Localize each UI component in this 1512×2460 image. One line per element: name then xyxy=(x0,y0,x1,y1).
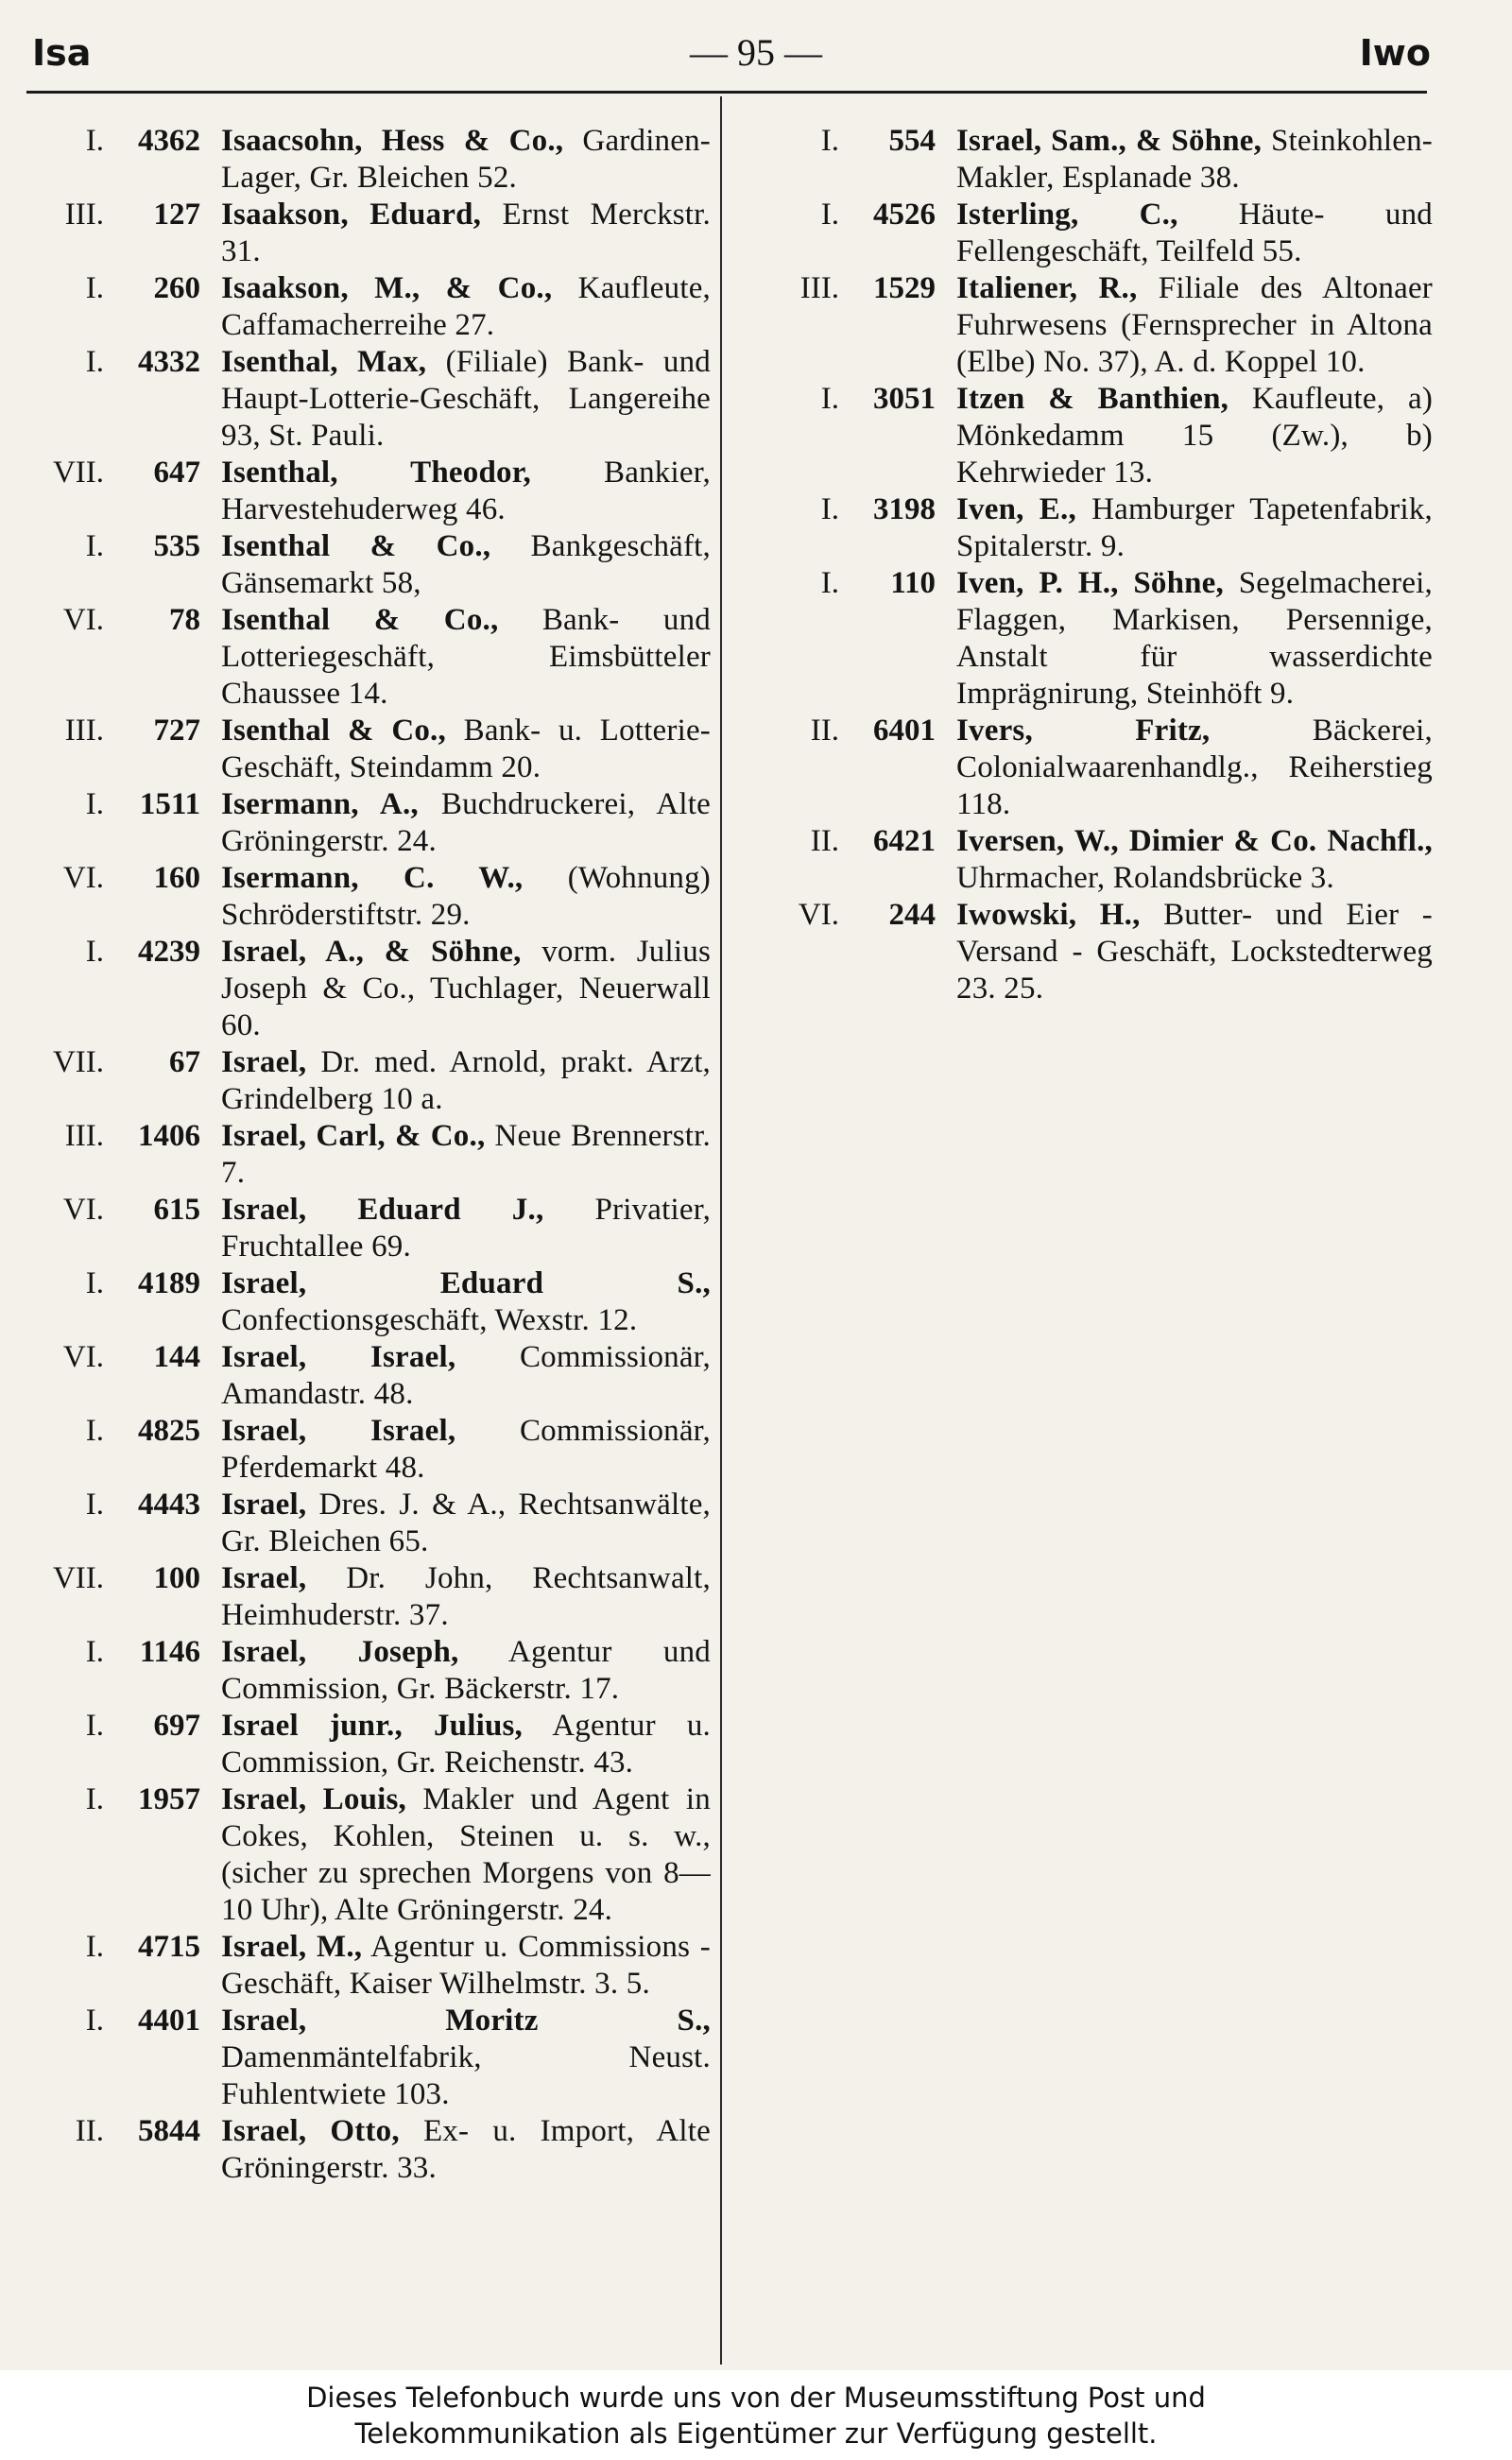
phone-number-block xyxy=(19,1708,200,1745)
subscriber-details: Steinkohlen-Makler, Esplanade 38. xyxy=(956,124,1433,195)
subscriber-details: Bank- u. Lotterie-Geschäft, Steindamm 20. xyxy=(221,714,711,784)
phone-number-block xyxy=(19,1487,200,1523)
phone-number-block xyxy=(19,455,200,491)
exchange-office: I. xyxy=(85,1709,104,1743)
directory-entry xyxy=(756,823,1433,897)
directory-entry xyxy=(19,1929,711,2003)
entry-text xyxy=(956,823,1433,897)
subscriber-name: Isermann, C. W., xyxy=(221,861,524,895)
entry-text xyxy=(221,786,711,860)
entry-text xyxy=(956,381,1433,491)
subscriber-name: Israel, Sam., & Söhne, xyxy=(956,124,1263,158)
phone-number: 4239 xyxy=(138,935,200,969)
entry-text xyxy=(221,1413,711,1487)
directory-entry xyxy=(19,123,711,197)
header-rule xyxy=(26,91,1427,94)
phone-number: 615 xyxy=(153,1193,200,1227)
phone-number-block xyxy=(19,1118,200,1155)
phone-number-block xyxy=(19,1339,200,1376)
phone-number: 4362 xyxy=(138,124,200,158)
phone-number: 697 xyxy=(153,1709,200,1743)
header-range-end: Iwo xyxy=(1359,32,1431,74)
phone-number-block xyxy=(19,2003,200,2039)
subscriber-name: Israel, Joseph, xyxy=(221,1635,459,1669)
directory-entry xyxy=(19,2003,711,2113)
subscriber-details: Kaufleute, a) Mönkedamm 15 (Zw.), b) Kehrwieder 13. xyxy=(956,382,1434,490)
right-column xyxy=(756,123,1433,1007)
exchange-office: II. xyxy=(810,714,839,748)
entry-text xyxy=(221,528,711,602)
phone-number-block xyxy=(19,197,200,233)
directory-entry xyxy=(19,1634,711,1708)
entry-text xyxy=(221,270,711,344)
exchange-office: VI. xyxy=(62,1340,104,1374)
exchange-office: II. xyxy=(75,2114,104,2148)
subscriber-details: Ernst Merckstr. 31. xyxy=(221,198,711,268)
exchange-office: VI. xyxy=(62,603,104,637)
subscriber-name: Israel junr., Julius, xyxy=(221,1709,524,1743)
phone-number: 6421 xyxy=(873,824,936,858)
directory-entry xyxy=(19,528,711,602)
exchange-office: III. xyxy=(64,198,104,232)
exchange-office: I. xyxy=(85,1488,104,1522)
subscriber-name: Italiener, R., xyxy=(956,271,1138,305)
phone-number-block xyxy=(756,197,936,233)
subscriber-details: vorm. Julius Joseph & Co., Tuchlager, Neuerwall 60. xyxy=(221,935,711,1042)
subscriber-name: Iven, P. H., Söhne, xyxy=(956,566,1224,600)
exchange-office: I. xyxy=(85,935,104,969)
subscriber-name: Iversen, W., Dimier & Co. Nachfl., xyxy=(956,824,1433,858)
entry-text xyxy=(221,1634,711,1708)
subscriber-name: Israel, Eduard J., xyxy=(221,1193,544,1227)
subscriber-name: Ivers, Fritz, xyxy=(956,714,1211,748)
subscriber-name: Isenthal & Co., xyxy=(221,714,446,748)
phone-number: 4401 xyxy=(138,2004,200,2038)
entry-text xyxy=(221,1265,711,1339)
phone-number: 1406 xyxy=(138,1119,200,1153)
exchange-office: III. xyxy=(799,271,839,305)
phone-number-block xyxy=(19,344,200,381)
subscriber-name: Isaakson, M., & Co., xyxy=(221,271,553,305)
phone-number: 144 xyxy=(153,1340,200,1374)
phone-number: 4526 xyxy=(873,198,936,232)
phone-number-block xyxy=(19,934,200,971)
phone-number: 100 xyxy=(153,1561,200,1595)
subscriber-name: Israel, Carl, & Co., xyxy=(221,1119,486,1153)
subscriber-name: Israel, Otto, xyxy=(221,2114,400,2148)
phone-number: 3198 xyxy=(873,492,936,526)
subscriber-details: Neue Brennerstr. 7. xyxy=(221,1119,711,1190)
phone-number: 67 xyxy=(169,1045,200,1079)
phone-number: 1511 xyxy=(139,787,200,821)
entry-text xyxy=(956,713,1433,823)
phone-number-block xyxy=(756,381,936,418)
subscriber-name: Israel, Eduard S., xyxy=(221,1266,711,1300)
exchange-office: I. xyxy=(85,1414,104,1448)
entry-text xyxy=(221,860,711,934)
directory-entry xyxy=(19,1339,711,1413)
subscriber-name: Iven, E., xyxy=(956,492,1076,526)
phone-number-block xyxy=(19,1781,200,1818)
directory-entry xyxy=(19,1265,711,1339)
subscriber-details: Commissionär, Pferdemarkt 48. xyxy=(221,1414,712,1485)
phone-number-block xyxy=(19,270,200,307)
directory-entry xyxy=(756,713,1433,823)
phone-number-block xyxy=(19,1929,200,1966)
phone-number-block xyxy=(19,1044,200,1081)
entry-text xyxy=(221,2003,711,2113)
entry-text xyxy=(221,1118,711,1192)
exchange-office: I. xyxy=(85,1266,104,1300)
footer-line-1: Dieses Telefonbuch wurde uns von der Museumsstiftung Post und xyxy=(306,2382,1206,2414)
directory-entry xyxy=(756,565,1433,713)
subscriber-details: Ex- u. Import, Alte Gröningerstr. 33. xyxy=(221,2114,711,2185)
exchange-office: VII. xyxy=(52,1045,104,1079)
entry-text xyxy=(221,455,711,528)
subscriber-details: (Wohnung) Schröderstiftstr. 29. xyxy=(221,861,711,932)
entry-text xyxy=(221,1560,711,1634)
phone-number: 4825 xyxy=(138,1414,200,1448)
subscriber-details: Dr. med. Arnold, prakt. Arzt, Grindelberg 10 a. xyxy=(221,1045,712,1116)
subscriber-details: Bäckerei, Colonialwaarenhandlg., Reiherstieg 118. xyxy=(956,714,1433,821)
phone-number: 5844 xyxy=(138,2114,200,2148)
exchange-office: I. xyxy=(820,124,839,158)
phone-number-block xyxy=(19,713,200,749)
subscriber-name: Israel, xyxy=(221,1488,307,1522)
entry-text xyxy=(221,197,711,270)
directory-entry xyxy=(19,602,711,713)
directory-entry xyxy=(19,455,711,528)
phone-number: 727 xyxy=(153,714,200,748)
phone-number: 1529 xyxy=(873,271,936,305)
entry-text xyxy=(221,2113,711,2187)
subscriber-name: Isenthal & Co., xyxy=(221,529,491,563)
exchange-office: VI. xyxy=(62,1193,104,1227)
page-number: — 95 — xyxy=(690,31,822,74)
phone-number: 127 xyxy=(153,198,200,232)
subscriber-name: Israel, M., xyxy=(221,1930,363,1964)
phone-number: 1957 xyxy=(138,1782,200,1816)
directory-entry xyxy=(19,934,711,1044)
exchange-office: I. xyxy=(85,124,104,158)
subscriber-name: Israel, Israel, xyxy=(221,1340,456,1374)
phone-number: 535 xyxy=(153,529,200,563)
phone-number: 78 xyxy=(169,603,200,637)
subscriber-details: Buchdruckerei, Alte Gröningerstr. 24. xyxy=(221,787,711,858)
entry-text xyxy=(221,713,711,786)
directory-entry xyxy=(19,197,711,270)
directory-entry xyxy=(756,123,1433,197)
entry-text xyxy=(956,197,1433,270)
subscriber-name: Israel, xyxy=(221,1045,307,1079)
subscriber-name: Itzen & Banthien, xyxy=(956,382,1229,416)
exchange-office: III. xyxy=(64,714,104,748)
exchange-office: VI. xyxy=(62,861,104,895)
footer-notice xyxy=(0,2370,1512,2460)
footer-line-2: Telekommunikation als Eigentümer zur Verfügung gestellt. xyxy=(354,2417,1158,2450)
subscriber-name: Isenthal, Max, xyxy=(221,345,427,379)
subscriber-details: Commissionär, Amandastr. 48. xyxy=(221,1340,712,1411)
phone-number-block xyxy=(19,123,200,160)
entry-text xyxy=(956,270,1433,381)
directory-entry xyxy=(19,2113,711,2187)
phone-number-block xyxy=(19,2113,200,2150)
directory-entry xyxy=(19,786,711,860)
entry-text xyxy=(221,1044,711,1118)
directory-entry xyxy=(19,1192,711,1265)
subscriber-name: Isenthal, Theodor, xyxy=(221,456,531,490)
phone-number-block xyxy=(756,565,936,602)
directory-entry xyxy=(756,491,1433,565)
exchange-office: I. xyxy=(85,1930,104,1964)
entry-text xyxy=(221,344,711,455)
subscriber-name: Isaacsohn, Hess & Co., xyxy=(221,124,564,158)
column-divider xyxy=(720,96,722,2365)
exchange-office: I. xyxy=(85,2004,104,2038)
subscriber-details: Bankgeschäft, Gänsemarkt 58, xyxy=(221,529,711,600)
subscriber-name: Israel, A., & Söhne, xyxy=(221,935,522,969)
phone-number: 4443 xyxy=(138,1488,200,1522)
subscriber-name: Isermann, A., xyxy=(221,787,419,821)
entry-text xyxy=(221,602,711,713)
phone-number-block xyxy=(19,1634,200,1671)
subscriber-name: Isterling, C., xyxy=(956,198,1178,232)
phone-number: 244 xyxy=(888,898,936,932)
subscriber-details: Dr. John, Rechtsanwalt, Heimhuderstr. 37. xyxy=(221,1561,711,1632)
phone-number-block xyxy=(756,491,936,528)
exchange-office: I. xyxy=(85,345,104,379)
directory-entry xyxy=(19,713,711,786)
subscriber-details: Gardinen-Lager, Gr. Bleichen 52. xyxy=(221,124,711,195)
subscriber-details: Confectionsgeschäft, Wexstr. 12. xyxy=(221,1303,638,1337)
subscriber-details: Agentur u. Commissions - Geschäft, Kaiser Wilhelmstr. 3. 5. xyxy=(221,1930,711,2001)
subscriber-details: Häute- und Fellengeschäft, Teilfeld 55. xyxy=(956,198,1433,268)
phone-number: 4189 xyxy=(138,1266,200,1300)
phone-number: 4332 xyxy=(138,345,200,379)
exchange-office: I. xyxy=(85,787,104,821)
exchange-office: I. xyxy=(820,492,839,526)
directory-entry xyxy=(756,270,1433,381)
directory-entry xyxy=(19,344,711,455)
subscriber-details: Bank- und Lotteriegeschäft, Eimsbütteler Chaussee 14. xyxy=(221,603,711,711)
directory-entry xyxy=(19,1487,711,1560)
subscriber-details: Agentur u. Commission, Gr. Reichenstr. 43. xyxy=(221,1709,712,1780)
directory-entry xyxy=(756,197,1433,270)
phone-number-block xyxy=(756,897,936,934)
phone-number: 647 xyxy=(153,456,200,490)
subscriber-details: Hamburger Tapetenfabrik, Spitalerstr. 9. xyxy=(956,492,1433,563)
subscriber-details: Butter- und Eier - Versand - Geschäft, Lockstedterweg 23. 25. xyxy=(956,898,1433,1006)
entry-text xyxy=(956,565,1433,713)
phone-number: 4715 xyxy=(138,1930,200,1964)
entry-text xyxy=(221,123,711,197)
subscriber-details: Filiale des Altonaer Fuhrwesens (Fernsprecher in Altona (Elbe) No. 37), A. d. Koppel 10. xyxy=(956,271,1433,379)
phone-number-block xyxy=(19,1265,200,1302)
phone-number: 1146 xyxy=(139,1635,200,1669)
subscriber-details: Bankier, Harvestehuderweg 46. xyxy=(221,456,712,526)
subscriber-details: (Filiale) Bank- und Haupt-Lotterie-Geschäft, Langereihe 93, St. Pauli. xyxy=(221,345,712,453)
directory-entry xyxy=(19,1708,711,1781)
directory-entry xyxy=(756,381,1433,491)
page-header xyxy=(0,26,1512,83)
exchange-office: I. xyxy=(85,529,104,563)
phone-number: 6401 xyxy=(873,714,936,748)
phone-number: 160 xyxy=(153,861,200,895)
phone-number: 260 xyxy=(153,271,200,305)
directory-entry xyxy=(19,1781,711,1929)
phone-number-block xyxy=(19,786,200,823)
directory-entry xyxy=(19,270,711,344)
subscriber-details: Damenmäntelfabrik, Neust. Fuhlentwiete 103. xyxy=(221,2040,711,2111)
subscriber-details: Kaufleute, Caffamacherreihe 27. xyxy=(221,271,712,342)
entry-text xyxy=(956,897,1433,1007)
entry-text xyxy=(221,1487,711,1560)
entry-text xyxy=(221,1929,711,2003)
subscriber-details: Agentur und Commission, Gr. Bäckerstr. 17. xyxy=(221,1635,711,1706)
phone-number-block xyxy=(19,1560,200,1597)
exchange-office: I. xyxy=(85,1782,104,1816)
exchange-office: I. xyxy=(820,566,839,600)
phone-number-block xyxy=(19,528,200,565)
exchange-office: VII. xyxy=(52,456,104,490)
subscriber-name: Iwowski, H., xyxy=(956,898,1141,932)
phone-number-block xyxy=(19,1192,200,1229)
subscriber-details: Dres. J. & A., Rechtsanwälte, Gr. Bleichen 65. xyxy=(221,1488,711,1558)
phone-number-block xyxy=(756,270,936,307)
phone-number: 554 xyxy=(888,124,936,158)
exchange-office: I. xyxy=(85,1635,104,1669)
entry-text xyxy=(221,1192,711,1265)
header-range-start: Isa xyxy=(32,32,92,74)
directory-entry xyxy=(19,1044,711,1118)
directory-entry xyxy=(756,897,1433,1007)
exchange-office: I. xyxy=(85,271,104,305)
subscriber-name: Isenthal & Co., xyxy=(221,603,499,637)
exchange-office: I. xyxy=(820,198,839,232)
subscriber-details: Privatier, Fruchtallee 69. xyxy=(221,1193,712,1264)
phone-number-block xyxy=(756,823,936,860)
exchange-office: VI. xyxy=(798,898,839,932)
exchange-office: VII. xyxy=(52,1561,104,1595)
phone-number-block xyxy=(19,860,200,897)
phone-number-block xyxy=(756,123,936,160)
subscriber-name: Israel, Moritz S., xyxy=(221,2004,711,2038)
directory-entry xyxy=(19,1118,711,1192)
subscriber-name: Israel, Israel, xyxy=(221,1414,456,1448)
entry-text xyxy=(956,123,1433,197)
phone-number-block xyxy=(19,602,200,639)
phone-number: 3051 xyxy=(873,382,936,416)
entry-text xyxy=(221,934,711,1044)
subscriber-details: Segelmacherei, Flaggen, Markisen, Persennige, Anstalt für wasserdichte Imprägnirung, Steinhöft 9. xyxy=(956,566,1433,711)
exchange-office: II. xyxy=(810,824,839,858)
subscriber-name: Israel, Louis, xyxy=(221,1782,406,1816)
phone-number: 110 xyxy=(890,566,936,600)
subscriber-name: Israel, xyxy=(221,1561,307,1595)
entry-text xyxy=(956,491,1433,565)
directory-entry xyxy=(19,860,711,934)
directory-entry xyxy=(19,1413,711,1487)
subscriber-name: Isaakson, Eduard, xyxy=(221,198,482,232)
entry-text xyxy=(221,1708,711,1781)
entry-text xyxy=(221,1339,711,1413)
left-column xyxy=(19,123,711,2187)
exchange-office: III. xyxy=(64,1119,104,1153)
phone-number-block xyxy=(756,713,936,749)
subscriber-details: Makler und Agent in Cokes, Kohlen, Steinen u. s. w., (sicher zu sprechen Morgens von 8—10 Uhr), Alte Gröningerstr. 24. xyxy=(221,1782,711,1927)
directory-entry xyxy=(19,1560,711,1634)
entry-text xyxy=(221,1781,711,1929)
subscriber-details: Uhrmacher, Rolandsbrücke 3. xyxy=(956,861,1334,895)
phone-number-block xyxy=(19,1413,200,1450)
exchange-office: I. xyxy=(820,382,839,416)
